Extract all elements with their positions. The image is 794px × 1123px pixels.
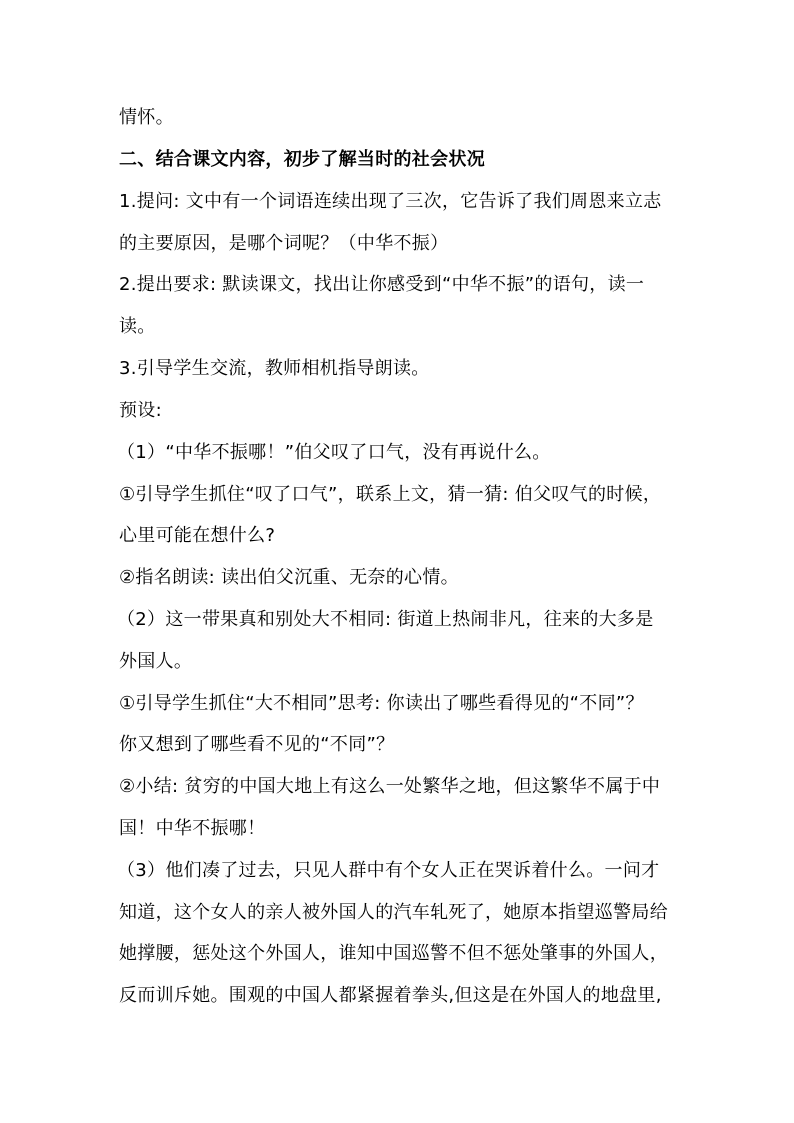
paragraph-line-19: （3）他们凑了过去，只见人群中有个女人正在哭诉着什么。一问才 <box>117 860 660 881</box>
paragraph-line-5: 2.提出要求: 默读课文，找出让你感受到“中华不振”的语句，读一 <box>119 274 645 295</box>
paragraph-line-16: 你又想到了哪些看不见的“不同”？ <box>119 734 395 755</box>
paragraph-line-9: （1）“中华不振哪！”伯父叹了口气，没有再说什么。 <box>117 442 551 463</box>
paragraph-line-14: 外国人。 <box>119 651 193 672</box>
paragraph-line-21: 她撑腰，惩处这个外国人，谁知中国巡警不但不惩处肇事的外国人， <box>119 943 668 964</box>
paragraph-line-15: ①引导学生抓住“大不相同”思考: 你读出了哪些看得见的“不同”？ <box>119 693 644 714</box>
paragraph-line-12: ②指名朗读: 读出伯父沉重、无奈的心情。 <box>119 567 459 588</box>
section-heading-2: 二、结合课文内容，初步了解当时的社会状况 <box>119 149 485 170</box>
paragraph-line-7: 3.引导学生交流，教师相机指导朗读。 <box>119 358 430 379</box>
paragraph-line-11: 心里可能在想什么? <box>119 525 276 546</box>
paragraph-line-1: 情怀。 <box>119 107 174 128</box>
paragraph-line-17: ②小结: 贫穷的中国大地上有这么一处繁华之地，但这繁华不属于中 <box>119 776 661 797</box>
paragraph-line-3: 1.提问: 文中有一个词语连续出现了三次，它告诉了我们周恩来立志 <box>119 191 662 212</box>
paragraph-line-20: 知道，这个女人的亲人被外国人的汽车轧死了，她原本指望巡警局给 <box>119 902 668 923</box>
paragraph-line-10: ①引导学生抓住“叹了口气”，联系上文，猜一猜: 伯父叹气的时候， <box>119 484 662 505</box>
paragraph-line-22: 反而训斥她。围观的中国人都紧握着拳头,但这是在外国人的地盘里, <box>119 985 662 1006</box>
paragraph-line-4: 的主要原因，是哪个词呢？（中华不振） <box>119 233 449 254</box>
paragraph-line-6: 读。 <box>119 316 156 337</box>
paragraph-line-18: 国！中华不振哪！ <box>119 818 266 839</box>
paragraph-line-13: （2）这一带果真和别处大不相同: 街道上热闹非凡，往来的大多是 <box>117 609 654 630</box>
paragraph-line-8: 预设: <box>119 400 162 421</box>
